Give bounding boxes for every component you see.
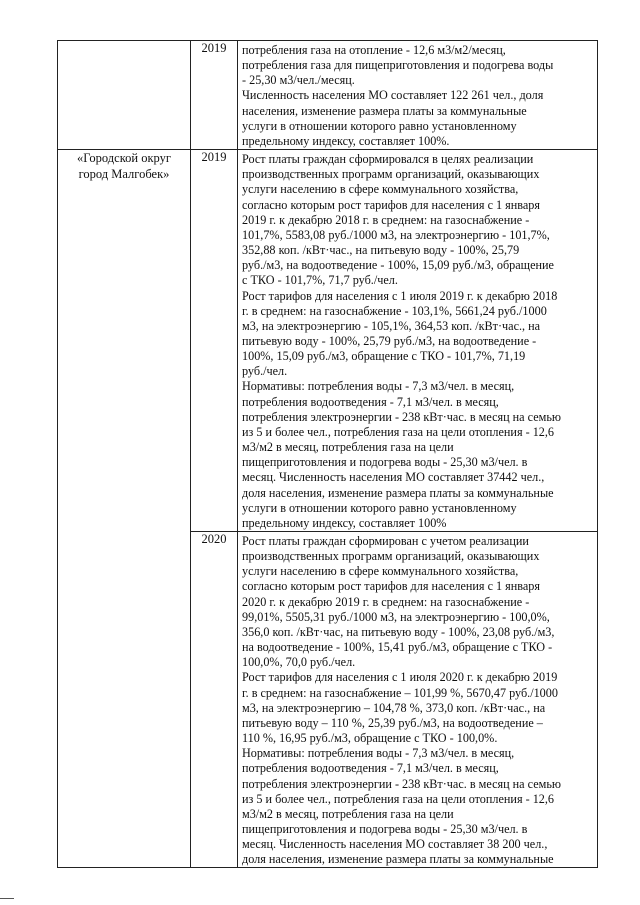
description-line: руб./чел. [242, 364, 288, 379]
description-line: производственных программ организаций, оказывающих [242, 549, 540, 564]
municipality-name-line: «Городской округ [77, 151, 171, 166]
description-line: м3, на электроэнергию - 105,1%, 364,53 коп. /кВт·час., на [242, 318, 541, 333]
description-line: Рост платы граждан сформировался в целях реализации [242, 152, 534, 167]
description-cell [238, 150, 598, 532]
description-line: из 5 и более чел., потребления газа на цели отопления - 12,6 [242, 791, 555, 806]
description-line: услуги в отношении которого равно установленному [242, 118, 517, 133]
description-line: пищеприготовления и подогрева воды - 25,30 м3/чел. в [242, 455, 528, 470]
description-line: потребления водоотведения - 7,1 м3/чел. в месяц, [242, 394, 499, 409]
description-line: 100%, 15,09 руб./м3, обращение с ТКО - 101,7%, 71,19 [242, 349, 526, 364]
description-line: доля населения, изменение размера платы за коммунальные [242, 485, 554, 500]
description-line: пищеприготовления и подогрева воды - 25,30 м3/чел. в [242, 821, 528, 836]
description-line: 2020 г. к декабрю 2019 г. в среднем: на газоснабжение - [242, 594, 530, 609]
description-line: м3, на электроэнергию – 104,78 %, 373,0 коп. /кВт·час., на [242, 700, 546, 715]
description-line: - 25,30 м3/чел./месяц. [242, 73, 355, 88]
year-cell: 2019 [191, 41, 238, 150]
description-line: руб./м3, на водоотведение - 100%, 15,09 руб./м3, обращение [242, 258, 554, 273]
description-cell [238, 41, 598, 150]
description-cell [238, 532, 598, 868]
description-line: услуги населению в сфере коммунального хозяйства, [242, 564, 519, 579]
description-line: м3/м2 в месяц, потребления газа на цели [242, 440, 454, 455]
description-line: 2019 г. к декабрю 2018 г. в среднем: на газоснабжение - [242, 212, 530, 227]
description-line: потребления водоотведения - 7,1 м3/чел. в месяц, [242, 761, 499, 776]
description-line: Нормативы: потребления воды - 7,3 м3/чел. в месяц, [242, 379, 515, 394]
description-line: 101,7%, 5583,08 руб./1000 м3, на электроэнергию - 101,7%, [242, 227, 550, 242]
description-text [238, 150, 597, 531]
description-line: Рост тарифов для населения с 1 июля 2019 г. к декабрю 2018 [242, 288, 558, 303]
description-line: потребления электроэнергии - 238 кВт·час. в месяц на семью [242, 776, 561, 791]
description-line: предельному индексу, составляет 100%. [242, 133, 450, 148]
description-line: согласно которым рост тарифов для населения с 1 января [242, 579, 540, 594]
description-line: месяц. Численность населения МО составляет 38 200 чел., [242, 837, 548, 852]
description-line: г. в среднем: на газоснабжение - 103,1%, 5661,24 руб./1000 [242, 303, 547, 318]
table-row [58, 41, 598, 150]
year-cell: 2019 [191, 150, 238, 532]
description-line: предельному индексу, составляет 100% [242, 515, 447, 530]
table-row [58, 150, 598, 532]
description-line: питьевую воду – 110 %, 25,39 руб./м3, на водоотведение – [242, 715, 543, 730]
description-line: Рост тарифов для населения с 1 июля 2020 г. к декабрю 2019 [242, 670, 558, 685]
description-line: 356,0 коп. /кВт·час, на питьевую воду - 100%, 23,08 руб./м3, [242, 624, 555, 639]
description-line: с ТКО - 101,7%, 71,7 руб./чел. [242, 273, 398, 288]
description-line: 110 %, 16,95 руб./м3, обращение с ТКО - 100,0%. [242, 731, 498, 746]
description-line: м3/м2 в месяц, потребления газа на цели [242, 806, 454, 821]
description-line: Нормативы: потребления воды - 7,3 м3/чел. в месяц, [242, 746, 515, 761]
description-text [238, 532, 597, 867]
description-line: населения, изменение размера платы за коммунальные [242, 103, 527, 118]
tariff-table [57, 40, 598, 868]
description-line: Рост платы граждан сформирован с учетом реализации [242, 534, 529, 548]
description-line: Численность населения МО составляет 122 261 чел., доля [242, 88, 544, 103]
description-line: услуги в отношении которого равно установленному [242, 500, 517, 515]
description-line: доля населения, изменение размера платы за коммунальные [242, 852, 554, 867]
municipality-cell [58, 150, 191, 868]
description-line: 352,88 коп. /кВт·час., на питьевую воду - 100%, 25,79 [242, 243, 520, 258]
description-line: потребления электроэнергии - 238 кВт·час. в месяц на семью [242, 409, 561, 424]
description-line: 100,0%, 70,0 руб./чел. [242, 655, 356, 670]
description-line: потребления газа на отопление - 12,6 м3/м2/месяц, [242, 43, 506, 57]
description-line: согласно которым рост тарифов для населения с 1 января [242, 197, 540, 212]
year-cell: 2020 [191, 532, 238, 868]
description-line: 99,01%, 5505,31 руб./1000 м3, на электроэнергию - 100,0%, [242, 609, 550, 624]
description-line: месяц. Численность населения МО составляет 37442 чел., [242, 470, 545, 485]
description-line: потребления газа для пищеприготовления и подогрева воды [242, 58, 554, 73]
municipality-cell [58, 41, 191, 150]
municipality-name-line: город Малгобек» [78, 167, 170, 182]
page-edge-mark [0, 898, 14, 899]
description-text [238, 41, 597, 149]
description-line: из 5 и более чел., потребления газа на цели отопления - 12,6 [242, 424, 555, 439]
description-line: производственных программ организаций, оказывающих [242, 167, 540, 182]
description-line: г. в среднем: на газоснабжение – 101,99 %, 5670,47 руб./1000 [242, 685, 558, 700]
description-line: питьевую воду - 100%, 25,79 руб./м3, на водоотведение - [242, 333, 537, 348]
description-line: услуги населению в сфере коммунального хозяйства, [242, 182, 519, 197]
description-line: на водоотведение - 100%, 15,41 руб./м3, обращение с ТКО - [242, 640, 553, 655]
